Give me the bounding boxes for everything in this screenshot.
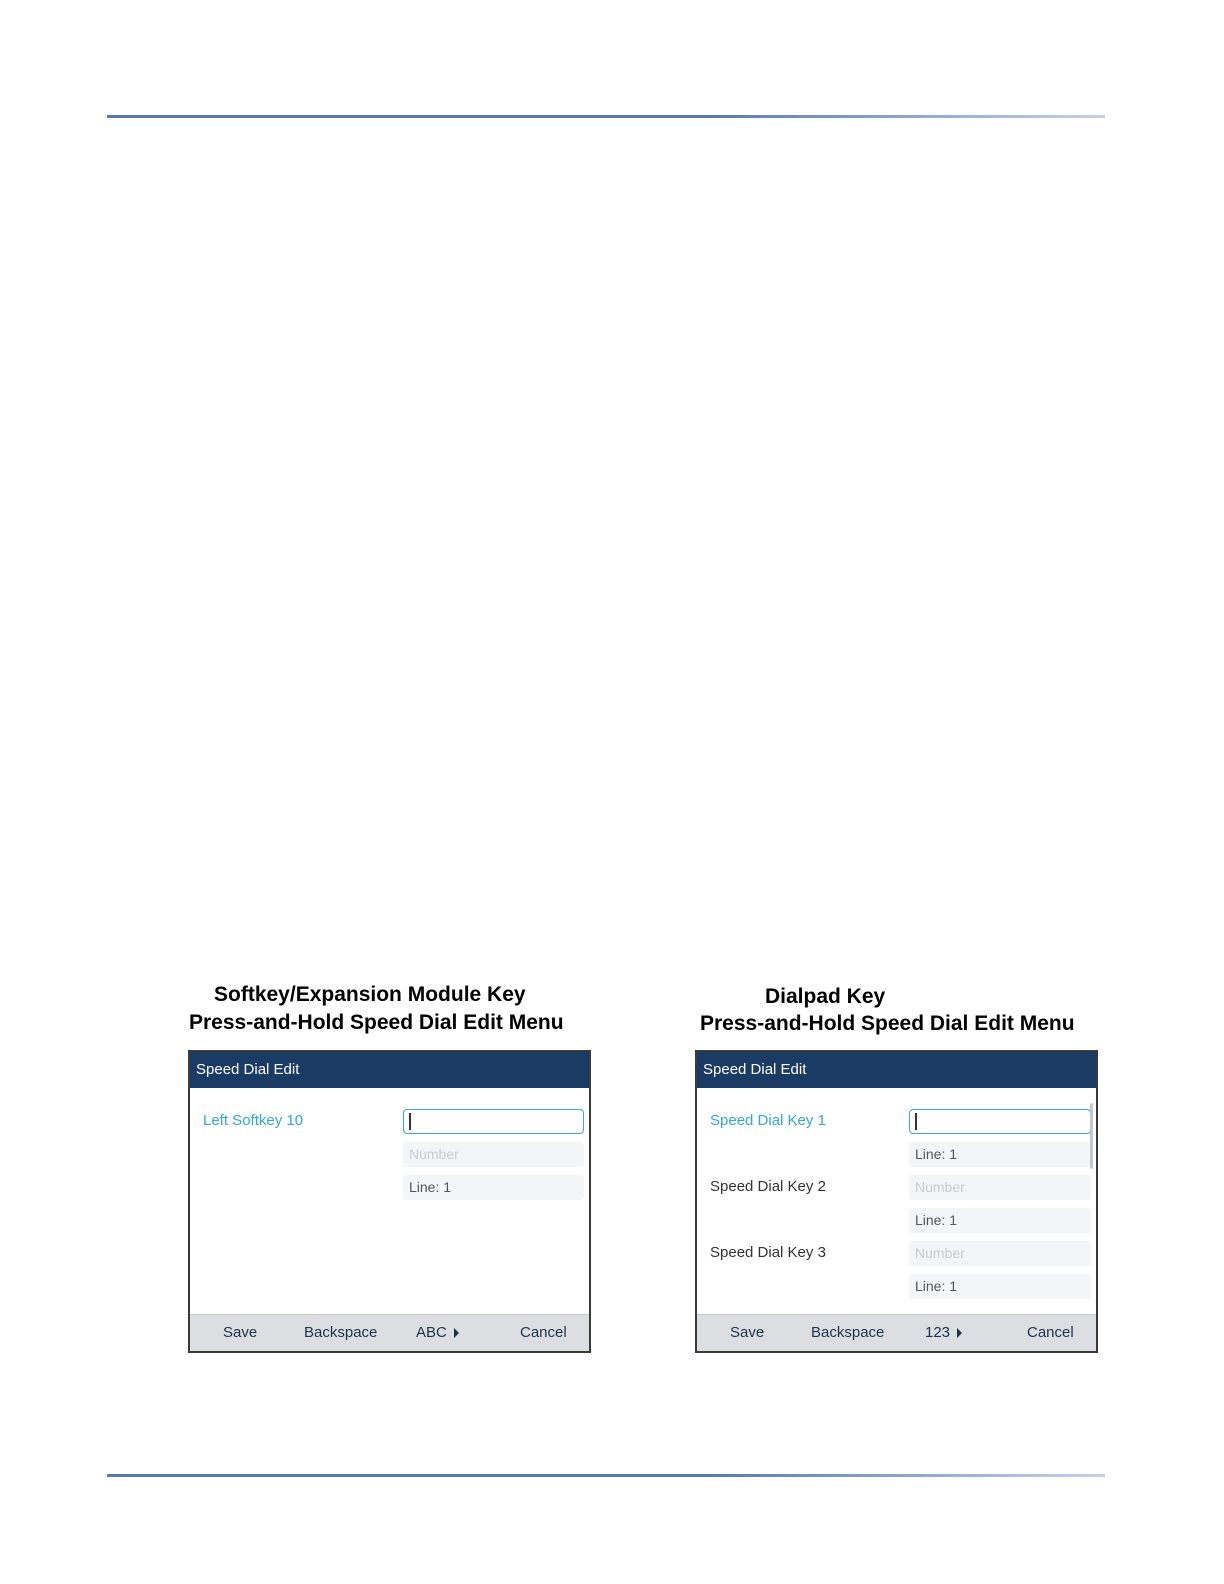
dialpad-speed-dial-edit-screen — [695, 1050, 1098, 1353]
entry-label-speed-dial-key-2[interactable]: Speed Dial Key 2 — [710, 1178, 826, 1195]
arrow-right-icon — [454, 1328, 459, 1338]
header-rule — [107, 115, 1105, 118]
entry-label-left-softkey-10[interactable]: Left Softkey 10 — [203, 1112, 304, 1129]
text-caret — [915, 1113, 917, 1130]
entry-label-speed-dial-key-3[interactable]: Speed Dial Key 3 — [710, 1244, 826, 1261]
softkey-speed-dial-edit-screen — [188, 1050, 591, 1353]
speed-dial-3-number-input[interactable]: Number — [909, 1241, 1091, 1266]
screen-body — [190, 1088, 589, 1317]
number-input[interactable]: Number — [403, 1142, 584, 1167]
speed-dial-2-line-selector[interactable]: Line: 1 — [909, 1208, 1091, 1233]
line-selector[interactable]: Line: 1 — [403, 1175, 584, 1200]
save-softkey[interactable]: Save — [223, 1324, 258, 1341]
input-mode-label: ABC — [416, 1324, 447, 1341]
screen-title: Speed Dial Edit — [190, 1052, 589, 1088]
footer-rule — [107, 1474, 1105, 1477]
right-caption-line2: Press-and-Hold Speed Dial Edit Menu — [700, 1012, 1075, 1035]
speed-dial-3-line-selector[interactable]: Line: 1 — [909, 1274, 1091, 1299]
speed-dial-name-input[interactable] — [403, 1109, 584, 1134]
right-caption-line1: Dialpad Key — [765, 985, 886, 1008]
scrollbar[interactable] — [1090, 1103, 1093, 1169]
speed-dial-2-number-input[interactable]: Number — [909, 1175, 1091, 1200]
backspace-softkey[interactable]: Backspace — [811, 1324, 885, 1341]
screen-title: Speed Dial Edit — [697, 1052, 1096, 1088]
arrow-right-icon — [957, 1328, 962, 1338]
backspace-softkey[interactable]: Backspace — [304, 1324, 378, 1341]
input-mode-label: 123 — [925, 1324, 951, 1341]
screen-body — [697, 1088, 1096, 1317]
text-caret — [409, 1113, 411, 1130]
entry-label-speed-dial-key-1[interactable]: Speed Dial Key 1 — [710, 1112, 826, 1129]
input-mode-softkey[interactable] — [925, 1315, 962, 1351]
cancel-softkey[interactable]: Cancel — [520, 1324, 567, 1341]
save-softkey[interactable]: Save — [730, 1324, 765, 1341]
softkey-bar — [190, 1314, 589, 1351]
speed-dial-1-line-selector[interactable]: Line: 1 — [909, 1142, 1091, 1167]
softkey-bar — [697, 1314, 1096, 1351]
cancel-softkey[interactable]: Cancel — [1027, 1324, 1074, 1341]
speed-dial-1-name-input[interactable] — [909, 1109, 1091, 1134]
left-caption-line1: Softkey/Expansion Module Key — [214, 983, 526, 1006]
input-mode-softkey[interactable] — [416, 1315, 459, 1351]
left-caption-line2: Press-and-Hold Speed Dial Edit Menu — [189, 1011, 564, 1034]
